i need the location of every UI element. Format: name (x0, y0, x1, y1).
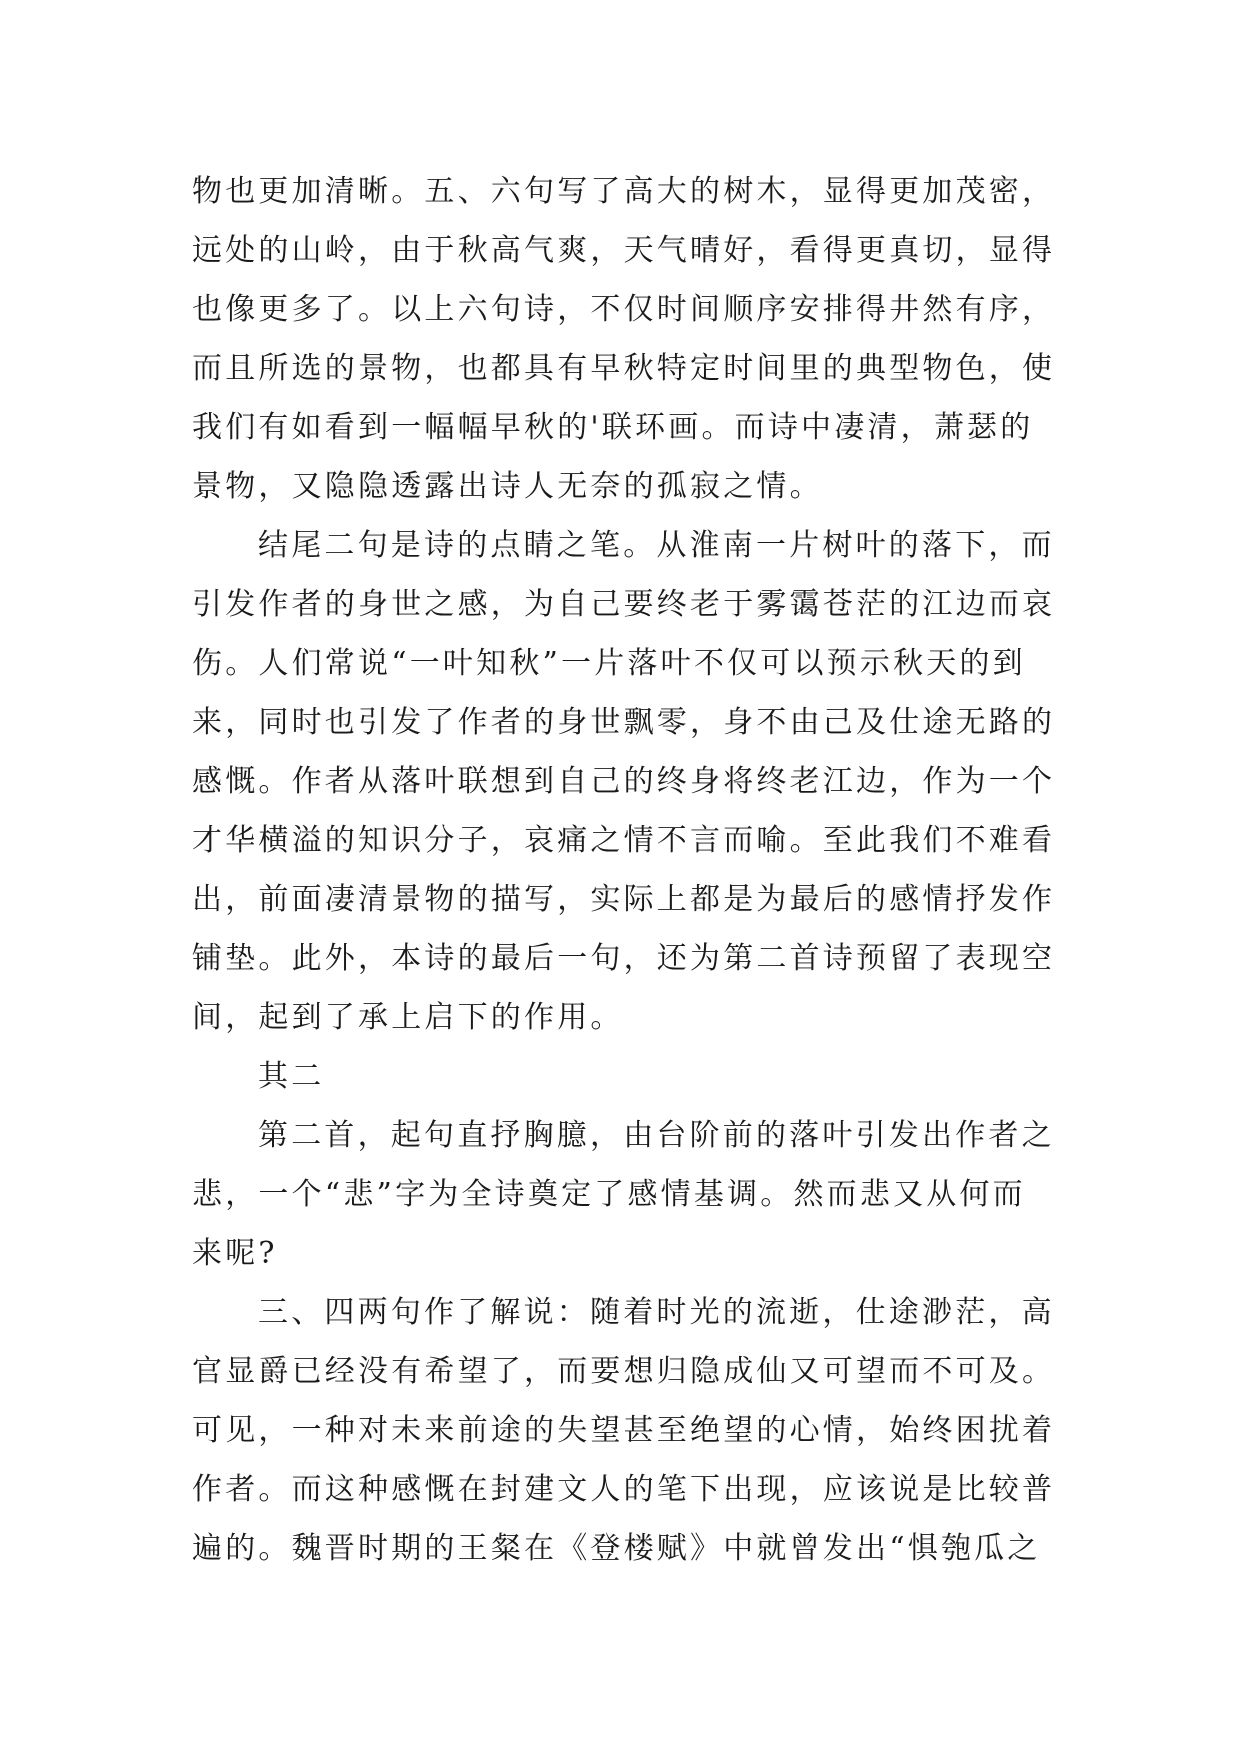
text-line: 伤。人们常说“一叶知秋”一片落叶不仅可以预示秋天的到 (192, 646, 1026, 681)
text-line: 物也更加清晰。五、六句写了高大的树木，显得更加茂密， (192, 174, 1056, 209)
text-line: 来，同时也引发了作者的身世飘零，身不由己及仕途无路的 (192, 705, 1056, 740)
text-line: 三、四两句作了解说：随着时光的流逝，仕途渺茫，高 (258, 1295, 1055, 1330)
text-line: 也像更多了。以上六句诗，不仅时间顺序安排得井然有序， (192, 292, 1056, 327)
section-heading-second-poem (192, 1047, 1062, 1106)
text-line: 铺垫。此外，本诗的最后一句，还为第二首诗预留了表现空 (192, 941, 1056, 976)
text-line: 出，前面凄清景物的描写，实际上都是为最后的感情抒发作 (192, 882, 1056, 917)
text-line: 景物，又隐隐透露出诗人无奈的孤寂之情。 (192, 469, 823, 504)
text-line: 悲，一个“悲”字为全诗奠定了感情基调。然而悲又从何而 (192, 1177, 1026, 1212)
text-line: 结尾二句是诗的点睛之笔。从淮南一片树叶的落下，而 (258, 528, 1055, 563)
text-line: 可见，一种对未来前途的失望甚至绝望的心情，始终困扰着 (192, 1413, 1056, 1448)
section-heading: 其二 (258, 1059, 325, 1094)
text-line: 才华横溢的知识分子，哀痛之情不言而喻。至此我们不难看 (192, 823, 1056, 858)
paragraph-second-poem-opening (192, 1106, 1062, 1283)
text-line: 官显爵已经没有希望了，而要想归隐成仙又可望而不可及。 (192, 1354, 1056, 1389)
text-line: 而且所选的景物，也都具有早秋特定时间里的典型物色，使 (192, 351, 1056, 386)
text-line: 引发作者的身世之感，为自己要终老于雾霭苍茫的江边而哀 (192, 587, 1056, 622)
text-line: 我们有如看到一幅幅早秋的'联环画。而诗中凄清，萧瑟的 (192, 410, 1034, 445)
text-line: 远处的山岭，由于秋高气爽，天气晴好，看得更真切，显得 (192, 233, 1056, 268)
text-line: 感慨。作者从落叶联想到自己的终身将终老江边，作为一个 (192, 764, 1056, 799)
text-line: 作者。而这种感慨在封建文人的笔下出现，应该说是比较普 (192, 1472, 1056, 1507)
text-line: 间，起到了承上启下的作用。 (192, 1000, 624, 1035)
text-line: 来呢? (192, 1236, 278, 1271)
paragraph-early-autumn-scenery (192, 162, 1062, 516)
paragraph-lines-three-four (192, 1283, 1062, 1578)
paragraph-ending-lines (192, 516, 1062, 1047)
text-line: 遍的。魏晋时期的王粲在《登楼赋》中就曾发出“惧匏瓜之 (192, 1531, 1041, 1566)
document-page (192, 162, 1062, 1578)
text-line: 第二首，起句直抒胸臆，由台阶前的落叶引发出作者之 (258, 1118, 1055, 1153)
